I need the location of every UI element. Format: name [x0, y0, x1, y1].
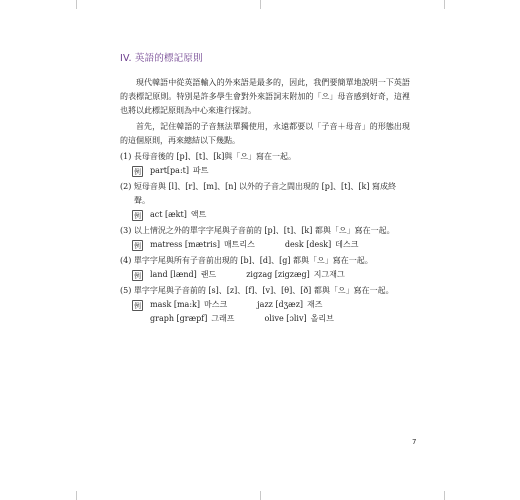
crop-mark	[76, 491, 77, 500]
example-korean: 데스크	[335, 240, 359, 249]
example-english: act [ækt]	[150, 210, 187, 219]
example-english: desk [desk]	[284, 240, 332, 249]
example-korean: 올리브	[310, 314, 334, 323]
rule-item	[120, 284, 410, 326]
example-korean: 랜드	[200, 270, 217, 279]
example-row	[132, 298, 410, 312]
rule-text: (3) 以上情況之外的單字字尾與子音前的 [p]、[t]、[k] 都與「으」寫在一起。	[120, 226, 395, 235]
page-number: 7	[412, 438, 417, 446]
example-korean: 그래프	[211, 314, 235, 323]
example-korean: 액트	[190, 210, 207, 219]
example-english: land [lænd]	[150, 270, 197, 279]
example-row	[132, 312, 410, 326]
rules-list	[120, 150, 410, 326]
section-heading: IV. 英語的標記原則	[120, 53, 203, 64]
example-english: olive [ɔliv]	[264, 314, 307, 323]
rule-item	[120, 180, 410, 222]
rule-item	[120, 254, 410, 282]
example-english: jazz [dʒæz]	[257, 300, 304, 309]
example-marker-icon: 例	[134, 211, 141, 220]
example-english: mask [ma:k]	[150, 300, 200, 309]
example-row	[132, 238, 410, 252]
example-marker-icon: 例	[134, 271, 141, 280]
intro-paragraph: 首先，記住韓語的子音無法單獨使用，永遠都要以「子音＋母音」的形態出現的這個原則，再來總結以下幾點。	[120, 122, 410, 145]
example-korean: 마스크	[204, 300, 228, 309]
example-korean: 지그재그	[313, 270, 345, 279]
example-english: graph [græpf]	[150, 314, 208, 323]
example-english: matress [mætris]	[150, 240, 220, 249]
rule-item	[120, 224, 410, 252]
example-row	[132, 164, 410, 178]
crop-mark	[76, 0, 77, 9]
example-marker-icon: 例	[134, 167, 141, 176]
crop-mark	[260, 491, 261, 500]
rule-text: (1) 長母音後的 [p]、[t]、[k]與「으」寫在一起。	[120, 152, 297, 161]
example-korean: 재즈	[307, 300, 323, 309]
crop-mark	[444, 491, 445, 500]
rule-text: (5) 單字字尾與子音前的 [s]、[z]、[f]、[v]、[θ]、[ð] 都與「으」寫在一起。	[120, 286, 394, 295]
rule-text-continuation: 聲。	[134, 196, 150, 205]
intro-paragraph: 現代韓語中從英語輸入的外來語是最多的，因此，我們要簡單地說明一下英語的表標記原則。特別是許多學生會對外來語詞末附加的「으」母音感到好奇，這裡也將以此標記原則為中心來進行探討。	[120, 78, 410, 115]
example-english: zigzag [zigzæg]	[246, 270, 310, 279]
rule-item	[120, 150, 410, 178]
example-english: part[pa:t]	[150, 166, 189, 175]
rule-text: (4) 單字字尾與所有子音前出現的 [b]、[d]、[g] 都與「으」寫在一起。	[120, 256, 373, 265]
example-marker-icon: 例	[134, 301, 141, 310]
example-korean: 파트	[192, 166, 209, 175]
example-marker-icon: 例	[134, 241, 141, 250]
example-row	[132, 268, 410, 282]
example-korean: 매트리스	[223, 240, 255, 249]
example-row	[132, 208, 410, 222]
page-content	[120, 50, 410, 326]
crop-mark	[444, 0, 445, 9]
crop-mark	[260, 0, 261, 9]
rule-text: (2) 短母音與 [l]、[r]、[m]、[n] 以外的子音之間出現的 [p]、[t]、[k] 寫成終	[120, 182, 397, 191]
